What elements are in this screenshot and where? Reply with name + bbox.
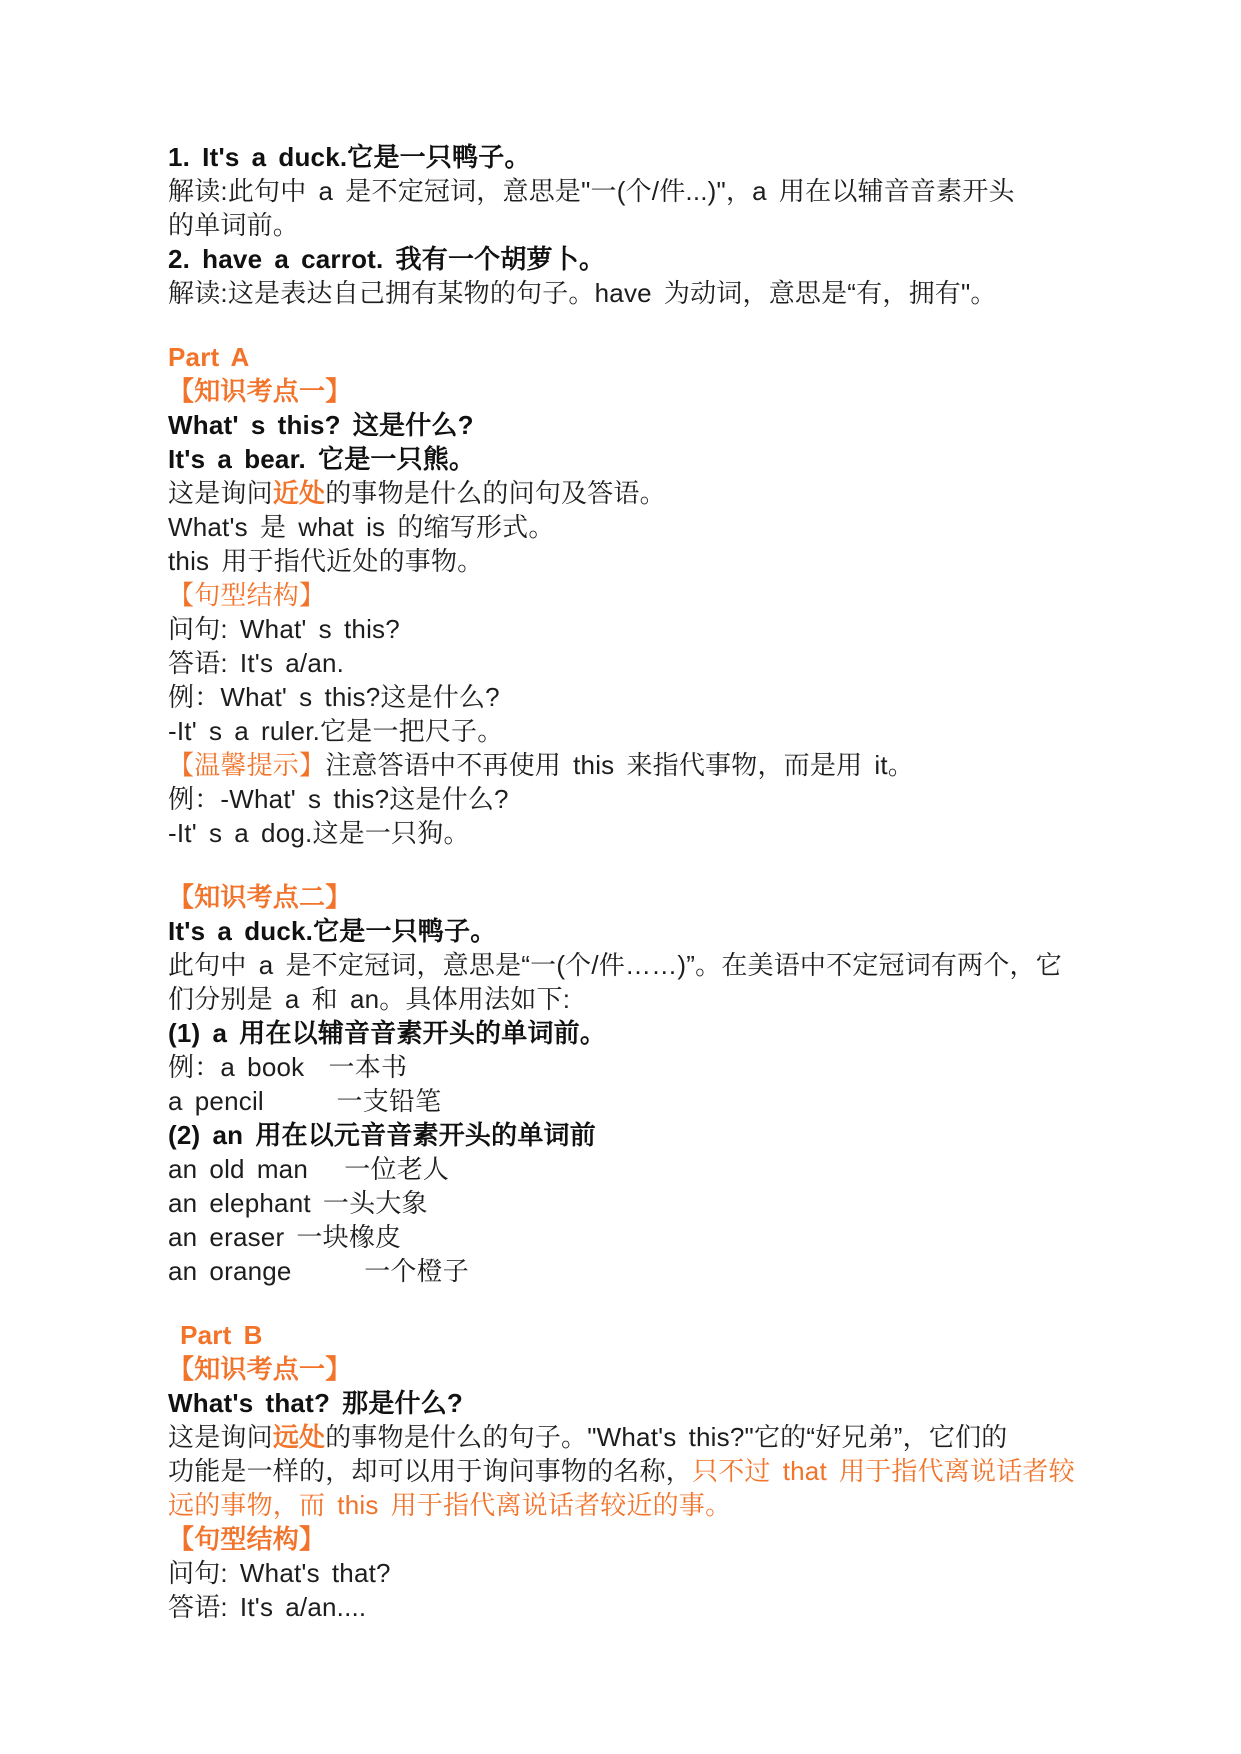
- section-intro-summary: [168, 140, 1111, 310]
- text-line: [168, 1352, 1111, 1386]
- highlight-text: 远处: [272, 1422, 326, 1452]
- text-line: [168, 1318, 1111, 1352]
- text-segment: 问句: What' s this?: [168, 614, 400, 644]
- highlight-text: 近处: [272, 478, 326, 508]
- text-segment: What's that? 那是什么?: [168, 1388, 464, 1418]
- text-segment: It's a bear. 它是一只熊。: [168, 444, 476, 474]
- highlight-text: 【知识考点一】: [168, 376, 352, 406]
- text-line: [168, 1488, 1111, 1522]
- text-segment: 注意答语中不再使用 this 来指代事物，而是用 it。: [325, 750, 914, 780]
- text-segment: an elephant 一头大象: [168, 1188, 428, 1218]
- text-line: [168, 880, 1111, 914]
- text-segment: What's 是 what is 的缩写形式。: [168, 512, 555, 542]
- text-segment: 例：a book 一本书: [168, 1052, 408, 1082]
- text-line: [168, 1386, 1111, 1420]
- highlight-text: 远的事物，而 this 用于指代离说话者较近的事。: [168, 1490, 732, 1520]
- text-line: [168, 1084, 1111, 1118]
- text-line: [168, 1254, 1111, 1288]
- text-segment: 功能是一样的，却可以用于询问事物的名称，: [168, 1456, 693, 1486]
- text-segment: 1. It's a duck.它是一只鸭子。: [168, 142, 531, 172]
- highlight-text: 【知识考点二】: [168, 882, 352, 912]
- text-segment: this 用于指代近处的事物。: [168, 546, 484, 576]
- text-line: [168, 442, 1111, 476]
- text-line: [168, 948, 1111, 982]
- text-line: [168, 748, 1111, 782]
- text-line: [168, 340, 1111, 374]
- text-segment: What' s this? 这是什么?: [168, 410, 474, 440]
- text-line: [168, 982, 1111, 1016]
- text-line: [168, 1118, 1111, 1152]
- highlight-text: 【句型结构】: [168, 1524, 326, 1554]
- text-line: [168, 714, 1111, 748]
- text-segment: 问句: What's that?: [168, 1558, 391, 1588]
- highlight-text: 只不过 that 用于指代离说话者较: [692, 1456, 1075, 1486]
- text-line: [168, 578, 1111, 612]
- text-line: [168, 276, 1111, 310]
- text-segment: 的事物是什么的问句及答语。: [325, 478, 666, 508]
- text-line: [168, 612, 1111, 646]
- text-segment: (2) an 用在以元音音素开头的单词前: [168, 1120, 596, 1150]
- text-line: [168, 476, 1111, 510]
- highlight-text: Part A: [168, 342, 250, 372]
- text-segment: 答语: It's a/an.: [168, 648, 345, 678]
- text-line: [168, 544, 1111, 578]
- text-segment: 的单词前。: [168, 210, 300, 240]
- text-line: [168, 1454, 1111, 1488]
- section-part-a: [168, 340, 1111, 850]
- text-line: [168, 140, 1111, 174]
- text-line: [168, 374, 1111, 408]
- text-segment: an old man 一位老人: [168, 1154, 450, 1184]
- highlight-text: 【知识考点一】: [168, 1354, 352, 1384]
- text-line: [168, 408, 1111, 442]
- text-line: [168, 1590, 1111, 1624]
- highlight-text: Part B: [168, 1320, 263, 1350]
- text-segment: 2. have a carrot. 我有一个胡萝卜。: [168, 244, 606, 274]
- text-segment: 例：What' s this?这是什么?: [168, 682, 500, 712]
- text-segment: 解读:此句中 a 是不定冠词，意思是"一(个/件...)"，a 用在以辅音音素开头: [168, 176, 1015, 206]
- text-segment: 此句中 a 是不定冠词，意思是“一(个/件……)”。在美语中不定冠词有两个，它: [168, 950, 1062, 980]
- text-segment: 的事物是什么的句子。"What's this?"它的“好兄弟”，它们的: [325, 1422, 1008, 1452]
- text-segment: 这是询问: [168, 1422, 273, 1452]
- text-segment: 例：-What' s this?这是什么?: [168, 784, 509, 814]
- text-line: [168, 646, 1111, 680]
- text-line: [168, 1420, 1111, 1454]
- section-knowledge-point-2: [168, 880, 1111, 1288]
- text-segment: -It' s a dog.这是一只狗。: [168, 818, 470, 848]
- text-segment: (1) a 用在以辅音音素开头的单词前。: [168, 1018, 607, 1048]
- text-line: [168, 1050, 1111, 1084]
- text-line: [168, 1016, 1111, 1050]
- text-line: [168, 1522, 1111, 1556]
- text-line: [168, 1186, 1111, 1220]
- text-segment: an orange 一个橙子: [168, 1256, 470, 1286]
- text-line: [168, 1220, 1111, 1254]
- text-segment: 答语: It's a/an....: [168, 1592, 367, 1622]
- text-segment: -It' s a ruler.它是一把尺子。: [168, 716, 504, 746]
- highlight-text: 【句型结构】: [168, 580, 326, 610]
- section-part-b: [168, 1318, 1111, 1624]
- text-line: [168, 1152, 1111, 1186]
- text-line: [168, 782, 1111, 816]
- text-segment: It's a duck.它是一只鸭子。: [168, 916, 497, 946]
- text-line: [168, 1556, 1111, 1590]
- text-segment: an eraser 一块橡皮: [168, 1222, 402, 1252]
- text-line: [168, 208, 1111, 242]
- text-segment: a pencil 一支铅笔: [168, 1086, 442, 1116]
- text-line: [168, 510, 1111, 544]
- text-segment: 们分别是 a 和 an。具体用法如下:: [168, 984, 571, 1014]
- text-line: [168, 680, 1111, 714]
- text-line: [168, 242, 1111, 276]
- text-line: [168, 816, 1111, 850]
- text-segment: 这是询问: [168, 478, 273, 508]
- text-segment: 解读:这是表达自己拥有某物的句子。have 为动词，意思是“有，拥有"。: [168, 278, 997, 308]
- text-line: [168, 174, 1111, 208]
- text-line: [168, 914, 1111, 948]
- highlight-text: 【温馨提示】: [168, 750, 326, 780]
